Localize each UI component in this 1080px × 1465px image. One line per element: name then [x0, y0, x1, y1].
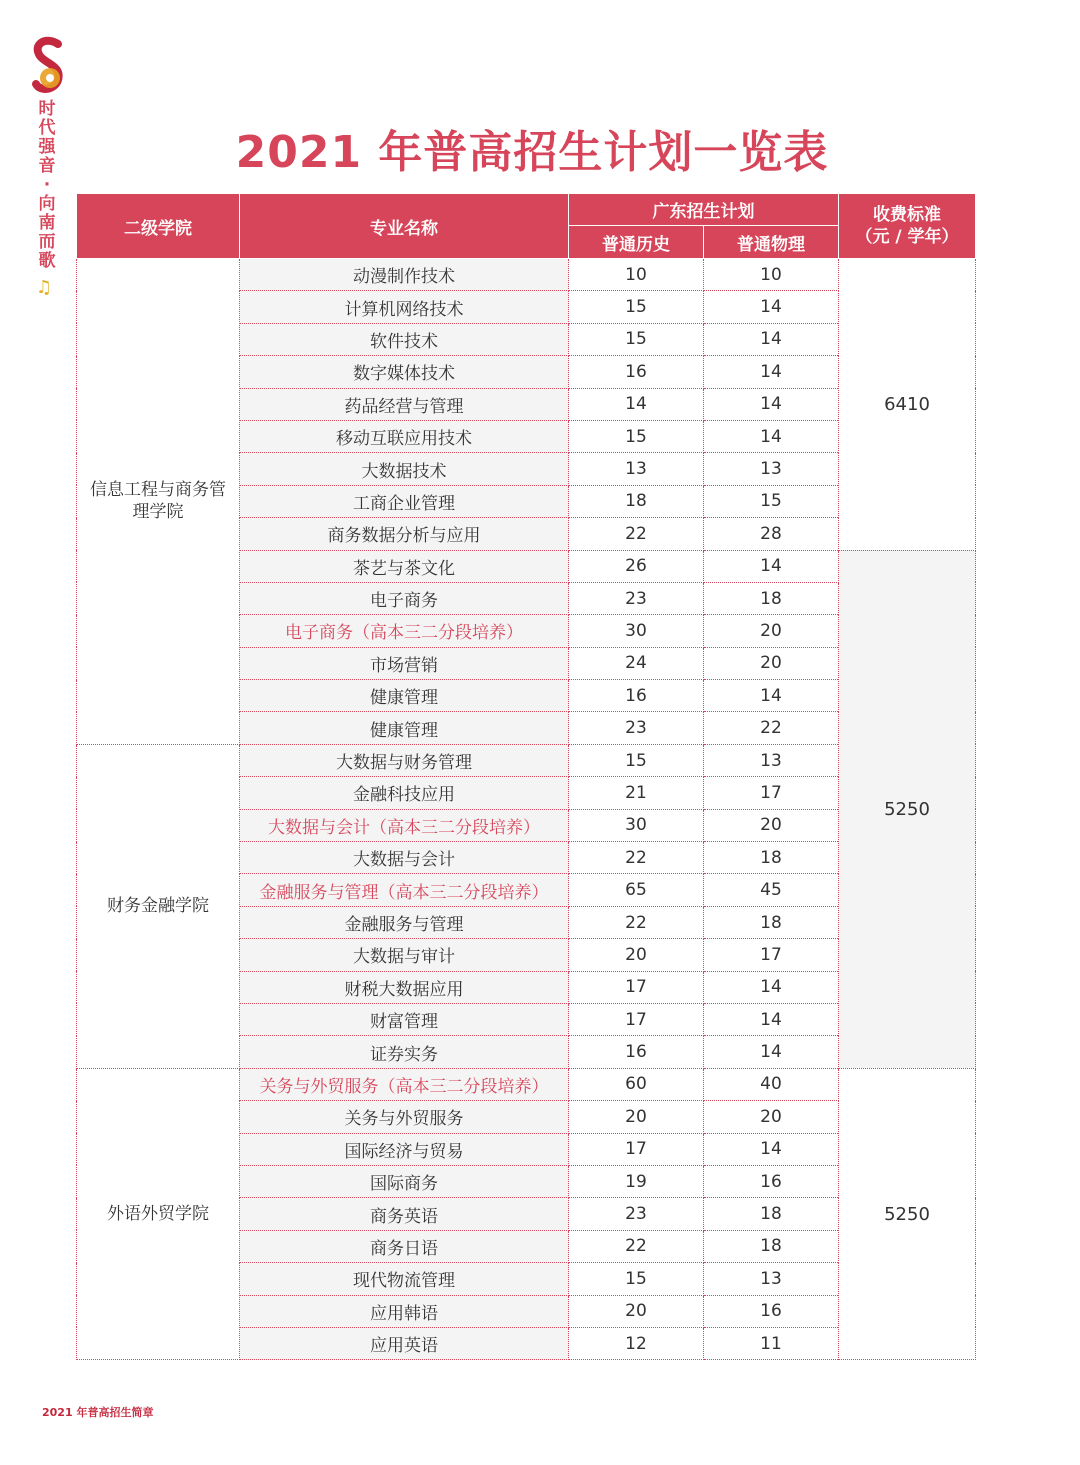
history-count-cell: 14: [569, 388, 704, 420]
physics-count-cell: 18: [704, 1198, 839, 1230]
history-count-cell: 23: [569, 712, 704, 744]
major-cell: 移动互联应用技术: [240, 420, 569, 452]
major-cell: 动漫制作技术: [240, 259, 569, 291]
history-count-cell: 26: [569, 550, 704, 582]
header-physics: 普通物理: [704, 226, 839, 259]
major-cell: 计算机网络技术: [240, 291, 569, 323]
header-college: 二级学院: [77, 194, 240, 259]
major-cell: 国际商务: [240, 1165, 569, 1197]
physics-count-cell: 14: [704, 550, 839, 582]
physics-count-cell: 18: [704, 1230, 839, 1262]
physics-count-cell: 14: [704, 971, 839, 1003]
history-count-cell: 22: [569, 1230, 704, 1262]
fee-cell: 6410: [839, 259, 976, 551]
s-logo-icon: [28, 36, 68, 96]
physics-count-cell: 14: [704, 291, 839, 323]
history-count-cell: 20: [569, 939, 704, 971]
college-cell: 财务金融学院: [77, 744, 240, 1068]
physics-count-cell: 14: [704, 1036, 839, 1068]
physics-count-cell: 20: [704, 1101, 839, 1133]
history-count-cell: 17: [569, 1133, 704, 1165]
major-cell: 大数据技术: [240, 453, 569, 485]
table-row: [77, 259, 976, 291]
physics-count-cell: 18: [704, 842, 839, 874]
history-count-cell: 19: [569, 1165, 704, 1197]
physics-count-cell: 14: [704, 1003, 839, 1035]
physics-count-cell: 18: [704, 906, 839, 938]
table-body: [77, 259, 976, 1360]
major-cell: 国际经济与贸易: [240, 1133, 569, 1165]
history-count-cell: 65: [569, 874, 704, 906]
history-count-cell: 21: [569, 777, 704, 809]
major-cell: 关务与外贸服务: [240, 1101, 569, 1133]
history-count-cell: 24: [569, 647, 704, 679]
history-count-cell: 22: [569, 906, 704, 938]
major-cell: 工商企业管理: [240, 485, 569, 517]
header-fee: [839, 194, 976, 259]
history-count-cell: 20: [569, 1101, 704, 1133]
physics-count-cell: 20: [704, 615, 839, 647]
fee-cell: 5250: [839, 1068, 976, 1360]
physics-count-cell: 45: [704, 874, 839, 906]
page-title: 2021 年普高招生计划一览表: [235, 127, 829, 178]
table-row: [77, 1068, 976, 1100]
major-cell: 健康管理: [240, 680, 569, 712]
header-fee-label: 收费标准 （元 / 学年）: [855, 205, 959, 247]
major-cell: 数字媒体技术: [240, 356, 569, 388]
major-cell: 现代物流管理: [240, 1263, 569, 1295]
header-history: 普通历史: [569, 226, 704, 259]
physics-count-cell: 18: [704, 582, 839, 614]
history-count-cell: 20: [569, 1295, 704, 1327]
history-count-cell: 22: [569, 518, 704, 550]
physics-count-cell: 40: [704, 1068, 839, 1100]
history-count-cell: 15: [569, 291, 704, 323]
major-cell: 金融服务与管理: [240, 906, 569, 938]
brand-slogan: 时代强音·向南而歌: [38, 99, 56, 271]
physics-count-cell: 10: [704, 259, 839, 291]
history-count-cell: 23: [569, 582, 704, 614]
physics-count-cell: 14: [704, 420, 839, 452]
physics-count-cell: 14: [704, 680, 839, 712]
physics-count-cell: 17: [704, 777, 839, 809]
history-count-cell: 30: [569, 809, 704, 841]
history-count-cell: 60: [569, 1068, 704, 1100]
major-cell: 商务数据分析与应用: [240, 518, 569, 550]
physics-count-cell: 22: [704, 712, 839, 744]
enrollment-plan-table: [76, 193, 976, 1360]
history-count-cell: 15: [569, 1263, 704, 1295]
major-cell: 健康管理: [240, 712, 569, 744]
major-cell: 商务英语: [240, 1198, 569, 1230]
history-count-cell: 30: [569, 615, 704, 647]
major-cell: 证券实务: [240, 1036, 569, 1068]
physics-count-cell: 13: [704, 453, 839, 485]
physics-count-cell: 20: [704, 647, 839, 679]
major-cell: 商务日语: [240, 1230, 569, 1262]
history-count-cell: 12: [569, 1327, 704, 1359]
history-count-cell: 23: [569, 1198, 704, 1230]
physics-count-cell: 16: [704, 1295, 839, 1327]
physics-count-cell: 13: [704, 1263, 839, 1295]
fee-cell: 5250: [839, 550, 976, 1068]
major-cell: 财富管理: [240, 1003, 569, 1035]
major-cell: 电子商务（高本三二分段培养）: [240, 615, 569, 647]
physics-count-cell: 13: [704, 744, 839, 776]
history-count-cell: 16: [569, 356, 704, 388]
major-cell: 金融服务与管理（高本三二分段培养）: [240, 874, 569, 906]
major-cell: 大数据与审计: [240, 939, 569, 971]
physics-count-cell: 14: [704, 1133, 839, 1165]
major-cell: 电子商务: [240, 582, 569, 614]
physics-count-cell: 14: [704, 388, 839, 420]
history-count-cell: 16: [569, 680, 704, 712]
physics-count-cell: 11: [704, 1327, 839, 1359]
major-cell: 金融科技应用: [240, 777, 569, 809]
major-cell: 茶艺与茶文化: [240, 550, 569, 582]
major-cell: 大数据与会计: [240, 842, 569, 874]
physics-count-cell: 28: [704, 518, 839, 550]
history-count-cell: 18: [569, 485, 704, 517]
major-cell: 大数据与会计（高本三二分段培养）: [240, 809, 569, 841]
major-cell: 应用韩语: [240, 1295, 569, 1327]
major-cell: 财税大数据应用: [240, 971, 569, 1003]
physics-count-cell: 14: [704, 356, 839, 388]
college-cell: 信息工程与商务管理学院: [77, 259, 240, 745]
major-cell: 大数据与财务管理: [240, 744, 569, 776]
college-cell: 外语外贸学院: [77, 1068, 240, 1360]
history-count-cell: 13: [569, 453, 704, 485]
history-count-cell: 17: [569, 1003, 704, 1035]
music-note-icon: ♫: [36, 277, 53, 298]
physics-count-cell: 20: [704, 809, 839, 841]
history-count-cell: 15: [569, 420, 704, 452]
major-cell: 软件技术: [240, 323, 569, 355]
footer-text: 2021 年普高招生简章: [42, 1406, 154, 1419]
history-count-cell: 22: [569, 842, 704, 874]
history-count-cell: 16: [569, 1036, 704, 1068]
physics-count-cell: 15: [704, 485, 839, 517]
header-major: 专业名称: [240, 194, 569, 259]
history-count-cell: 15: [569, 323, 704, 355]
physics-count-cell: 14: [704, 323, 839, 355]
major-cell: 应用英语: [240, 1327, 569, 1359]
major-cell: 药品经营与管理: [240, 388, 569, 420]
major-cell: 关务与外贸服务（高本三二分段培养）: [240, 1068, 569, 1100]
header-plan-group: 广东招生计划: [569, 194, 839, 226]
history-count-cell: 17: [569, 971, 704, 1003]
physics-count-cell: 16: [704, 1165, 839, 1197]
history-count-cell: 15: [569, 744, 704, 776]
major-cell: 市场营销: [240, 647, 569, 679]
physics-count-cell: 17: [704, 939, 839, 971]
history-count-cell: 10: [569, 259, 704, 291]
